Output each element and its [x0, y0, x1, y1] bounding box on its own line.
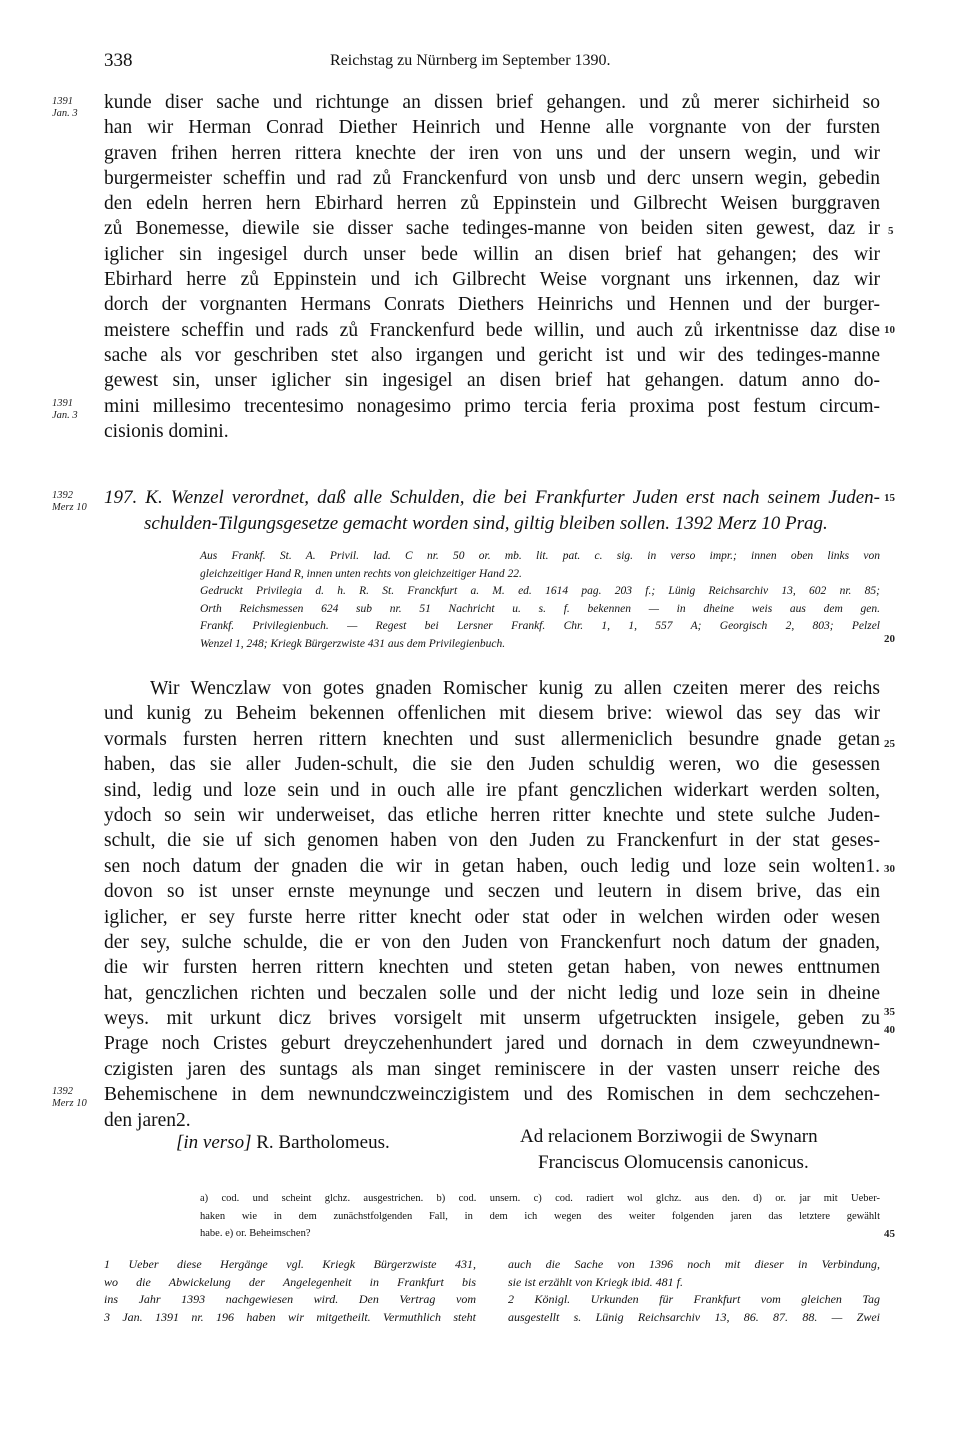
text-line: dorch der vorgnanten Hermans Conrats Diethers Heinrichs und Hennen und der burger-: [104, 294, 880, 316]
text-line: sen noch datum der gnaden die wir in getan haben, ouch ledig und loze sein wolten1.: [104, 855, 880, 877]
footnote-line: sie ist erzählt von Kriegk ibid. 481 f.: [508, 1274, 683, 1289]
margin-date: [52, 490, 87, 514]
text-line: sind, ledig und loze sein und in ouch alle ire pfant genczlichen widerkart werden solten,: [104, 779, 880, 801]
text-line: haben, das sie aller Juden-schult, die sie den Juden schuldig weren, wo die gesessen: [104, 754, 880, 776]
footnotes-left-column: [104, 1256, 476, 1326]
text-line: mini millesimo trecentesimo nonagesimo primo tercia feria proxima post festum circum-: [104, 395, 880, 417]
text-line: meistere scheffin und rads zů Franckenfurd bede willin, und auch zů irkentnisse daz dise: [104, 319, 880, 341]
margin-day: Merz 10: [52, 1098, 87, 1109]
text-line: die wir fursten herren rittern knechten und steten getan haben, von newes enttnumen: [104, 957, 880, 979]
text-line: graven frihen herren rittera knechte der iren von uns und der unsern wegin, und wir: [104, 142, 880, 164]
margin-day: Merz 10: [52, 502, 87, 513]
line-number: 40: [884, 1024, 895, 1036]
note-line: haken wie in dem zunächstfolgenden Fall, in dem ich wegen des weiter folgenden jaren das letztere gewählt: [200, 1210, 880, 1222]
note-line: a) cod. und scheint glchz. ausgestrichen. b) cod. unsern. c) cod. radiert wol glchz. aus den. d) or. jar mit Ueber-: [200, 1193, 880, 1204]
text-line: der sey, sulche schulde, die er von den Juden von Franckenfurt noch datum der gnaden,: [104, 931, 880, 953]
source-line: Gedruckt Privilegia d. h. R. St. Franckfurt a. M. ed. 1614 pag. 203 f.; Lünig Reichsarchiv 13, 602 nr. 85;: [200, 585, 880, 598]
margin-year: 1392: [52, 490, 73, 501]
signature-line: Franciscus Olomucensis canonicus.: [538, 1152, 809, 1173]
text-line: sache als vor geschriben stet also irgangen und gericht ist und wir des tedinges-manne: [104, 344, 880, 366]
source-line: Orth Reichsmessen 624 sub nr. 51 Nachricht u. s. f. bekennen — in dheine weis aus dem gen.: [200, 602, 880, 615]
chancery-signature: [520, 1124, 900, 1176]
margin-date: [52, 398, 78, 422]
text-line: han wir Herman Conrad Diether Heinrich und Henne alle vorgnante von der fursten: [104, 117, 880, 139]
text-line: czigisten jaren des suntags als man singet reminiscere in der vasten unserr reiche des: [104, 1058, 880, 1080]
source-apparatus: [200, 548, 880, 654]
text-line: und kunig zu Beheim bekennen offenlichen mit diesem brive: wiewol das sey das wir: [104, 703, 880, 725]
verso-note: [176, 1132, 390, 1154]
verso-name: R. Bartholomeus.: [256, 1132, 390, 1153]
source-line: Wenzel 1, 248; Kriegk Bürgerzwiste 431 aus dem Privilegienbuch.: [200, 637, 506, 650]
line-number: 45: [884, 1228, 895, 1240]
page-number: 338: [104, 50, 133, 71]
line-number: 5: [888, 225, 894, 237]
source-line: Aus Frankf. St. A. Privil. lad. C nr. 50 or. mb. lit. pat. c. sig. in verso impr.; innen oben links von: [200, 550, 880, 562]
footnotes-right-column: [508, 1256, 880, 1326]
margin-year: 1391: [52, 398, 73, 409]
footnote-line: ausgestellt s. Lünig Reichsarchiv 13, 86. 87. 88. — Zwei: [508, 1309, 880, 1324]
document-heading: [104, 485, 880, 537]
text-line: gewest sin, unser iglicher sin ingesigel an disen brief hat gehangen. datum anno do-: [104, 370, 880, 392]
source-line: Frankf. Privilegienbuch. — Regest bei Lersner Frankf. Chr. 1, 1, 557 A; Georgisch 2, 803; Pelzel: [200, 620, 880, 633]
signature-line: Ad relacionem Borziwogii de Swynarn: [520, 1126, 818, 1147]
heading-line: schulden-Tilgungsgesetze gemacht worden sind, giltig bleiben sollen. 1392 Merz 10 Prag.: [144, 513, 828, 534]
footnote-line: ins Jahr 1393 nachgewiesen wird. Den Vertrag vom: [104, 1292, 476, 1306]
text-line: weys. mit urkunt dicz brives vorsigelt mit unserm ufgetruckten insigele, geben zu: [104, 1008, 880, 1030]
text-line: ydoch so sein wir underweiset, das etliche herren ritter knechte und stete sulche Juden-: [104, 804, 880, 826]
text-block-continuation: [104, 90, 880, 444]
text-line: Wir Wenczlaw von gotes gnaden Romischer kunig zu allen czeiten merer des reichs: [150, 678, 880, 699]
footnote-line: 1 Ueber diese Hergänge vgl. Kriegk Bürgerzwiste 431,: [104, 1257, 476, 1271]
margin-day: Jan. 3: [52, 108, 78, 119]
line-number: 10: [884, 324, 895, 336]
text-line: Prage noch Cristes geburt dreyczehenhundert jared und dornach in dem czweyundnewn-: [104, 1033, 880, 1055]
heading-line: 197. K. Wenzel verordnet, daß alle Schulden, die bei Frankfurter Juden erst nach seinem Juden-: [104, 487, 880, 508]
text-line: dovon so ist unser ernste meynunge und seczen und leutern in disem brive, das ein: [104, 881, 880, 903]
running-title: Reichstag zu Nürnberg im September 1390.: [330, 52, 611, 69]
margin-year: 1392: [52, 1086, 73, 1097]
margin-year: 1391: [52, 96, 73, 107]
text-line: zů Bonemesse, diewile sie disser sache tedinges-manne von beiden siten gewest, daz ir: [104, 218, 880, 240]
text-line: den jaren2.: [104, 1109, 191, 1131]
line-number: 30: [884, 863, 895, 875]
footnote-line: auch die Sache von 1396 noch mit dieser in Verbindung,: [508, 1257, 880, 1271]
source-line: gleichzeitiger Hand R, innen unten rechts von gleichzeitiger Hand 22.: [200, 567, 522, 580]
text-block-charter: [104, 676, 880, 1133]
margin-day: Jan. 3: [52, 410, 78, 421]
text-line: cisionis domini.: [104, 420, 229, 442]
margin-date: [52, 96, 78, 120]
textual-notes: [200, 1190, 880, 1243]
text-line: burgermeister scheffin und rad zů Franckenfurd von unsb und derc unsern wegin, gebedin: [104, 167, 880, 189]
verso-label: [in verso]: [176, 1132, 252, 1153]
line-number: 15: [884, 492, 895, 504]
text-line: schult, die sie uf sich genomen haben von den Juden zu Franckenfurt in der stat geses-: [104, 830, 880, 852]
text-line: vormals fursten herren rittern knechten und sust allermeniclich besundre gnade getan: [104, 728, 880, 750]
margin-date: [52, 1086, 87, 1110]
line-number: 35: [884, 1006, 895, 1018]
line-number: 25: [884, 738, 895, 750]
text-line: Behemischene in dem newnundczweinczigistem und des Romischen in dem sechczehen-: [104, 1084, 880, 1106]
text-line: Ebirhard herre zů Eppinstein und ich Gilbrecht Weise vorgnant uns irkennen, daz wir: [104, 269, 880, 291]
footnote-line: 3 Jan. 1391 nr. 196 haben wir mitgetheilt. Vermuthlich steht: [104, 1309, 476, 1324]
footnote-line: 2 Königl. Urkunden für Frankfurt vom gleichen Tag: [508, 1292, 880, 1306]
footnote-line: wo die Abwickelung der Angelegenheit in Frankfurt bis: [104, 1274, 476, 1289]
note-line: habe. e) or. Beheimschen?: [200, 1228, 311, 1239]
text-line: den edeln herren hern Ebirhard herren zů Eppinstein und Gilbrecht Weisen burggraven: [104, 193, 880, 215]
line-number: 20: [884, 633, 895, 645]
text-line: iglicher sin ingesigel durch unser bede willin an disen brief hat gehangen; des wir: [104, 243, 880, 265]
text-line: hat, genczlichen richten und beczalen solle und der nicht ledig und loze sein in dheine: [104, 982, 880, 1004]
text-line: kunde diser sache und richtunge an dissen brief gehangen. und zů merer sichirheid so: [104, 92, 880, 113]
text-line: iglicher, er sey furste herre ritter knecht oder stat oder in welchen wirden oder wesen: [104, 906, 880, 928]
